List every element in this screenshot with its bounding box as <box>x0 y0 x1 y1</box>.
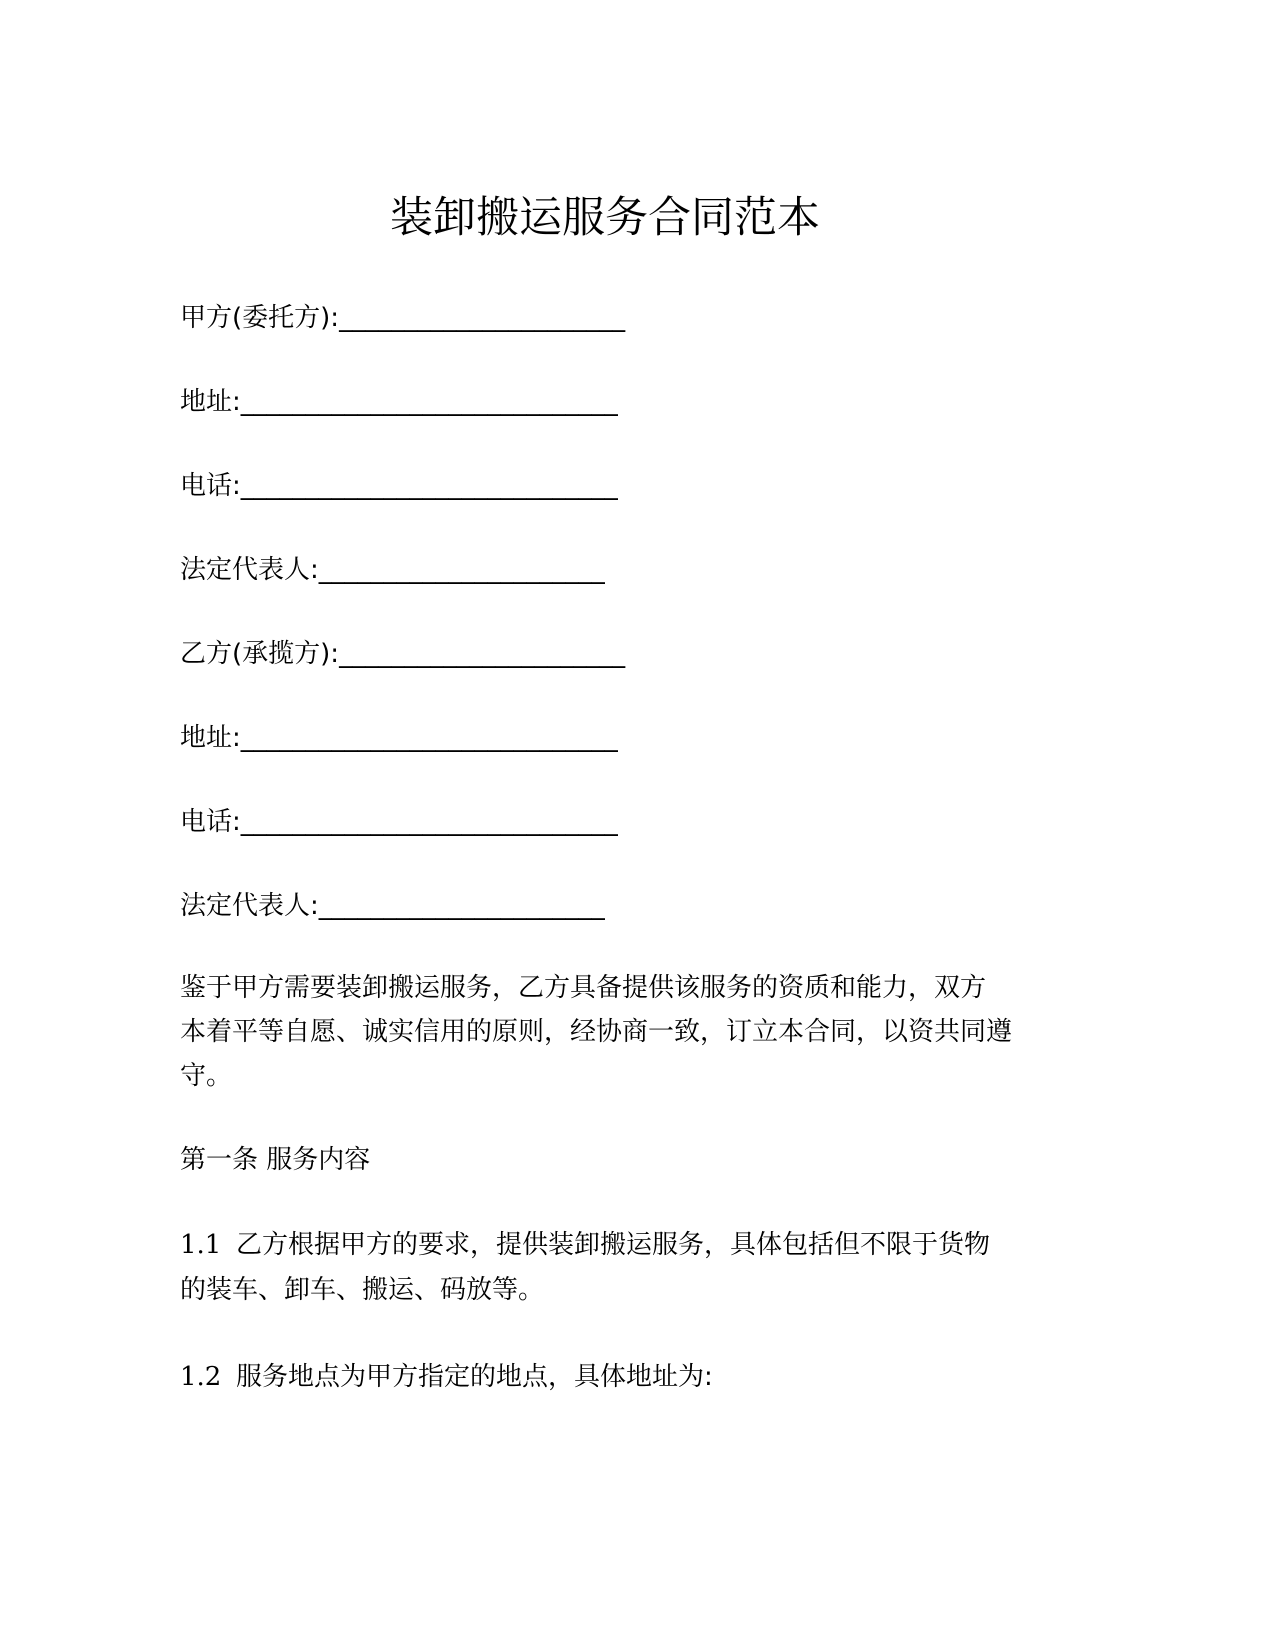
field-label: 甲方(委托方): <box>180 303 340 333</box>
party-fields <box>180 276 1050 948</box>
section-heading: 第一条 服务内容 <box>180 1145 371 1175</box>
preamble-paragraph <box>180 966 1050 1098</box>
clause-line: 的装车、卸车、搬运、码放等。 <box>180 1275 545 1305</box>
party-a-name-field <box>180 276 1050 360</box>
clause-line <box>180 1223 1050 1268</box>
document-title: 装卸搬运服务合同范本 <box>390 193 820 243</box>
paragraph-line: 鉴于甲方需要装卸搬运服务，乙方具备提供该服务的资质和能力，双方 <box>180 973 987 1003</box>
clause-number: 1.2 <box>180 1362 222 1392</box>
clause-text: 服务地点为甲方指定的地点，具体地址为: <box>236 1362 713 1392</box>
field-label: 电话: <box>180 807 241 837</box>
fill-in-blank: _____________________________ <box>240 807 618 837</box>
party-b-representative-field <box>180 864 1050 948</box>
field-label: 地址: <box>180 723 241 753</box>
document-content <box>180 0 1050 1400</box>
field-label: 电话: <box>180 471 241 501</box>
field-label: 法定代表人: <box>180 891 319 921</box>
fill-in-blank: ______________________ <box>339 303 626 333</box>
clause-text: 乙方根据甲方的要求，提供装卸搬运服务，具体包括但不限于货物 <box>236 1230 991 1260</box>
paragraph-line: 本着平等自愿、诚实信用的原则，经协商一致，订立本合同，以资共同遵 <box>180 1017 1013 1047</box>
field-label: 地址: <box>180 387 241 417</box>
fill-in-blank: ______________________ <box>318 555 605 585</box>
party-b-name-field <box>180 612 1050 696</box>
clause-1-1 <box>180 1223 1050 1313</box>
fill-in-blank: ______________________ <box>318 891 605 921</box>
fill-in-blank: _____________________________ <box>240 471 618 501</box>
clause-number: 1.1 <box>180 1230 222 1260</box>
party-b-phone-field <box>180 780 1050 864</box>
party-a-address-field <box>180 360 1050 444</box>
clause-1-2 <box>180 1355 1050 1400</box>
fill-in-blank: ______________________ <box>339 639 626 669</box>
party-a-phone-field <box>180 444 1050 528</box>
fill-in-blank: _____________________________ <box>240 387 618 417</box>
party-a-representative-field <box>180 528 1050 612</box>
paragraph-line: 守。 <box>180 1061 233 1091</box>
fill-in-blank: _____________________________ <box>240 723 618 753</box>
field-label: 乙方(承揽方): <box>180 639 340 669</box>
party-b-address-field <box>180 696 1050 780</box>
field-label: 法定代表人: <box>180 555 319 585</box>
clause-line <box>180 1355 1050 1400</box>
